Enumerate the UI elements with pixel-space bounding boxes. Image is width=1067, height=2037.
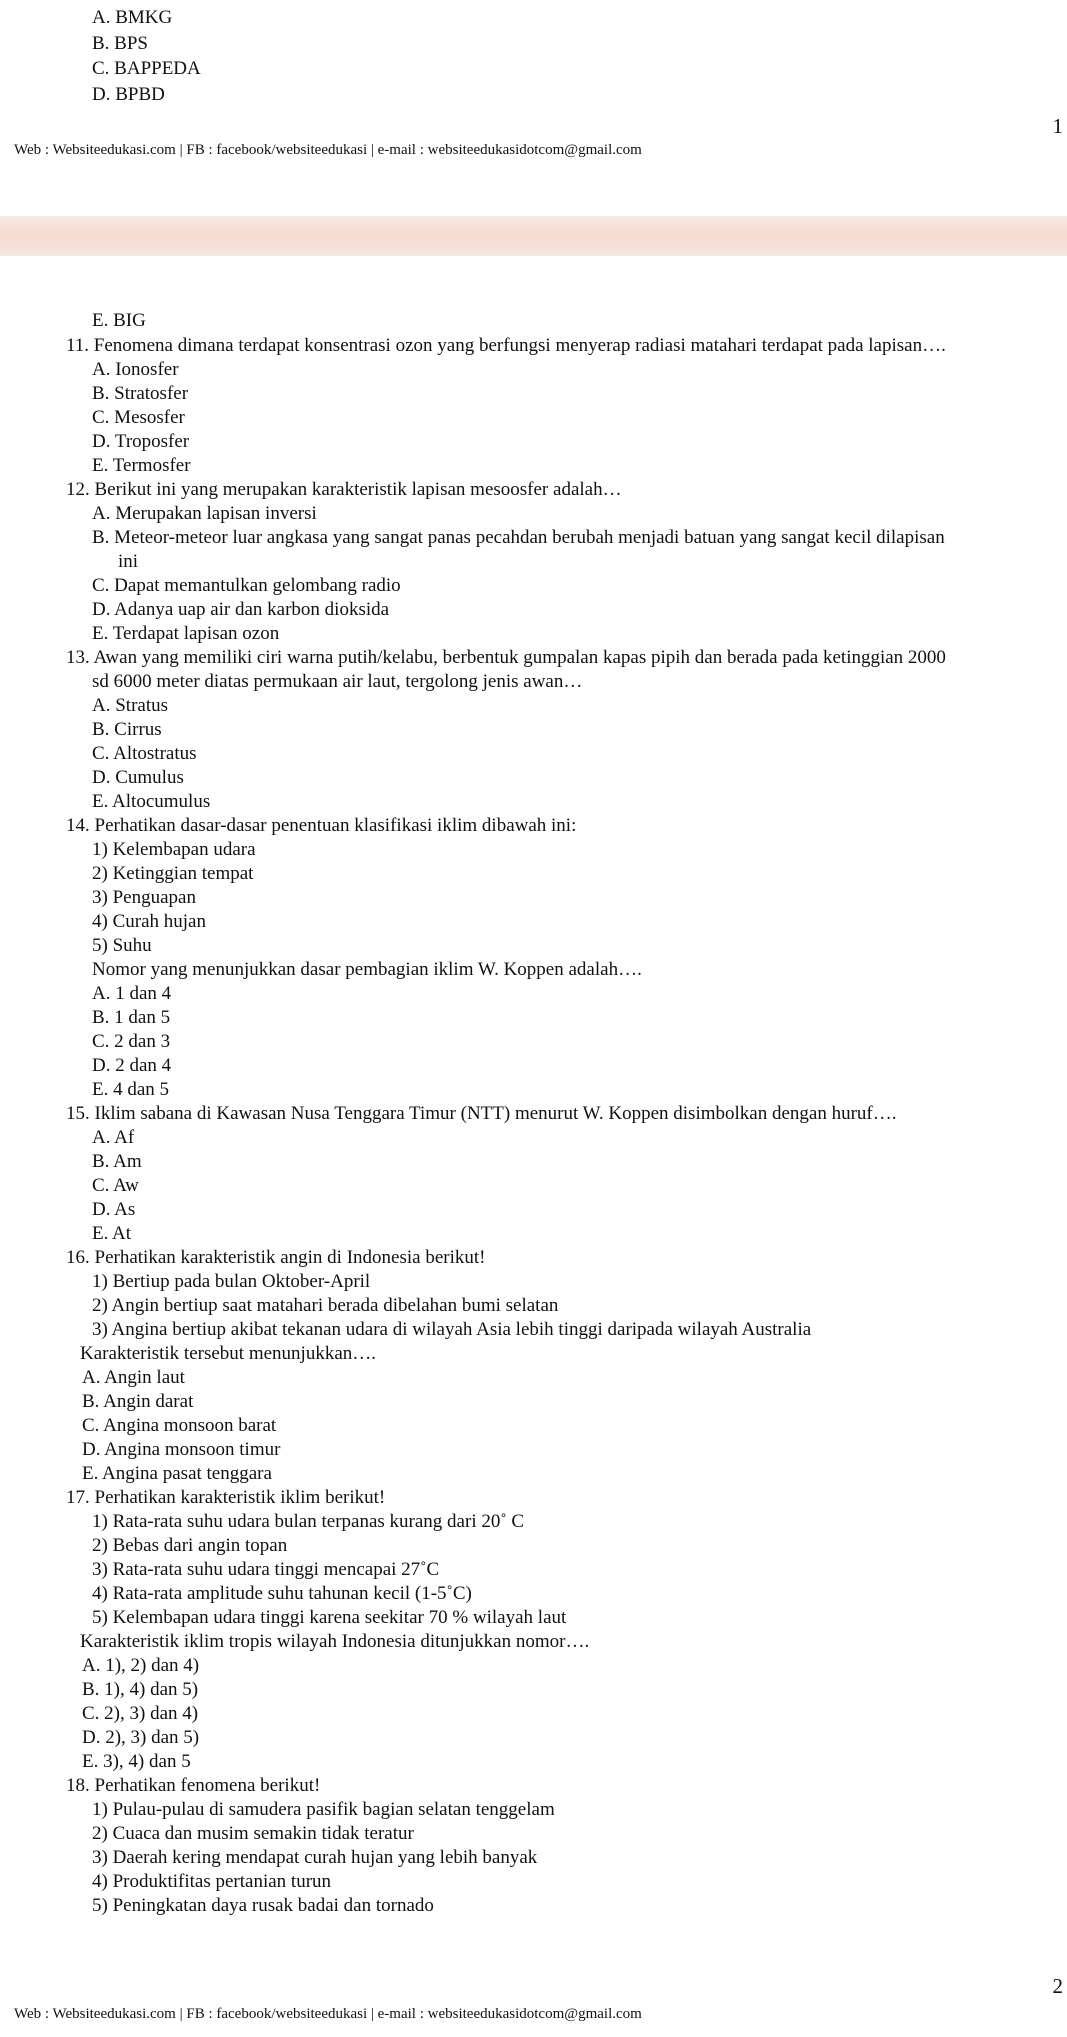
option: B. 1 dan 5 [92, 1007, 171, 1028]
option-b: B. BPS [92, 33, 148, 54]
option: E. 3), 4) dan 5 [82, 1751, 191, 1772]
option: D. 2 dan 4 [92, 1055, 172, 1076]
question-18: 18. Perhatikan fenomena berikut! [66, 1775, 321, 1796]
option: C. 2 dan 3 [92, 1031, 171, 1052]
question-12: 12. Berikut ini yang merupakan karakteristik lapisan mesoosfer adalah… [66, 479, 622, 500]
list-item: 2) Cuaca dan musim semakin tidak teratur [92, 1823, 414, 1844]
list-item: 2) Ketinggian tempat [92, 863, 254, 884]
list-item: 4) Curah hujan [92, 911, 206, 932]
option: C. Dapat memantulkan gelombang radio [92, 575, 401, 596]
option: A. Stratus [92, 695, 168, 716]
option-continuation: ini [118, 551, 139, 572]
list-item: 5) Kelembapan udara tinggi karena seekitar 70 % wilayah laut [92, 1607, 567, 1628]
list-item: 5) Suhu [92, 935, 152, 956]
option: B. Angin darat [82, 1391, 194, 1412]
question-13: 13. Awan yang memiliki ciri warna putih/kelabu, berbentuk gumpalan kapas pipih dan berada pada ketinggian 2000 [66, 647, 946, 668]
question-15: 15. Iklim sabana di Kawasan Nusa Tenggara Timur (NTT) menurut W. Koppen disimbolkan dengan huruf…. [66, 1103, 897, 1124]
q10-option-e: E. BIG [92, 310, 146, 331]
list-item: 1) Bertiup pada bulan Oktober-April [92, 1271, 371, 1292]
list-item: 4) Rata-rata amplitude suhu tahunan kecil (1-5˚C) [92, 1583, 472, 1604]
option: E. At [92, 1223, 132, 1244]
option: D. Adanya uap air dan karbon dioksida [92, 599, 390, 620]
option: C. Altostratus [92, 743, 197, 764]
question-11: 11. Fenomena dimana terdapat konsentrasi ozon yang berfungsi menyerap radiasi matahari terdapat pada lapisan…. [66, 335, 946, 356]
option: E. Terdapat lapisan ozon [92, 623, 280, 644]
list-item: 3) Angina bertiup akibat tekanan udara di wilayah Asia lebih tinggi daripada wilayah Australia [92, 1319, 812, 1340]
option: D. Angina monsoon timur [82, 1439, 281, 1460]
option: A. Angin laut [82, 1367, 185, 1388]
page-2 [0, 256, 1067, 2037]
question-14-prompt: Nomor yang menunjukkan dasar pembagian iklim W. Koppen adalah…. [92, 959, 642, 980]
option: B. Am [92, 1151, 142, 1172]
option: A. 1), 2) dan 4) [82, 1655, 200, 1676]
option: D. Troposfer [92, 431, 190, 452]
option: E. Termosfer [92, 455, 191, 476]
list-item: 4) Produktifitas pertanian turun [92, 1871, 332, 1892]
question-16-prompt: Karakteristik tersebut menunjukkan…. [80, 1343, 377, 1364]
page-footer: Web : Websiteedukasi.com | FB : facebook/websiteedukasi | e-mail : websiteedukasidotcom@gmail.com [14, 2006, 642, 2022]
option-c: C. BAPPEDA [92, 58, 201, 79]
option: A. Af [92, 1127, 135, 1148]
option: D. 2), 3) dan 5) [82, 1727, 200, 1748]
list-item: 2) Bebas dari angin topan [92, 1535, 288, 1556]
list-item: 5) Peningkatan daya rusak badai dan tornado [92, 1895, 434, 1916]
option: C. Mesosfer [92, 407, 185, 428]
page-number: 2 [1052, 1974, 1063, 1998]
option: C. Aw [92, 1175, 139, 1196]
option: B. 1), 4) dan 5) [82, 1679, 199, 1700]
option: E. 4 dan 5 [92, 1079, 170, 1100]
option: A. 1 dan 4 [92, 983, 172, 1004]
option: A. Ionosfer [92, 359, 179, 380]
question-14: 14. Perhatikan dasar-dasar penentuan klasifikasi iklim dibawah ini: [66, 815, 577, 836]
option-d: D. BPBD [92, 84, 165, 105]
option: A. Merupakan lapisan inversi [92, 503, 317, 524]
page-gap [0, 216, 1067, 256]
question-17-prompt: Karakteristik iklim tropis wilayah Indonesia ditunjukkan nomor…. [80, 1631, 590, 1652]
list-item: 3) Penguapan [92, 887, 196, 908]
page-number: 1 [1052, 114, 1063, 138]
page-footer: Web : Websiteedukasi.com | FB : facebook/websiteedukasi | e-mail : websiteedukasidotcom@gmail.com [14, 142, 642, 158]
option: C. Angina monsoon barat [82, 1415, 277, 1436]
option: D. Cumulus [92, 767, 184, 788]
question-13-continuation: sd 6000 meter diatas permukaan air laut, tergolong jenis awan… [92, 671, 583, 692]
option: B. Stratosfer [92, 383, 189, 404]
list-item: 2) Angin bertiup saat matahari berada dibelahan bumi selatan [92, 1295, 559, 1316]
page-1 [0, 0, 1067, 216]
question-16: 16. Perhatikan karakteristik angin di Indonesia berikut! [66, 1247, 486, 1268]
list-item: 3) Rata-rata suhu udara tinggi mencapai 27˚C [92, 1559, 440, 1580]
option: E. Altocumulus [92, 791, 211, 812]
list-item: 1) Pulau-pulau di samudera pasifik bagian selatan tenggelam [92, 1799, 555, 1820]
option: B. Meteor-meteor luar angkasa yang sangat panas pecahdan berubah menjadi batuan yang sangat kecil dilapisan [92, 527, 945, 548]
option-a: A. BMKG [92, 7, 173, 28]
question-17: 17. Perhatikan karakteristik iklim berikut! [66, 1487, 386, 1508]
list-item: 1) Rata-rata suhu udara bulan terpanas kurang dari 20˚ C [92, 1511, 525, 1532]
option: C. 2), 3) dan 4) [82, 1703, 199, 1724]
option: B. Cirrus [92, 719, 162, 740]
option: D. As [92, 1199, 136, 1220]
list-item: 1) Kelembapan udara [92, 839, 256, 860]
option: E. Angina pasat tenggara [82, 1463, 272, 1484]
list-item: 3) Daerah kering mendapat curah hujan yang lebih banyak [92, 1847, 538, 1868]
